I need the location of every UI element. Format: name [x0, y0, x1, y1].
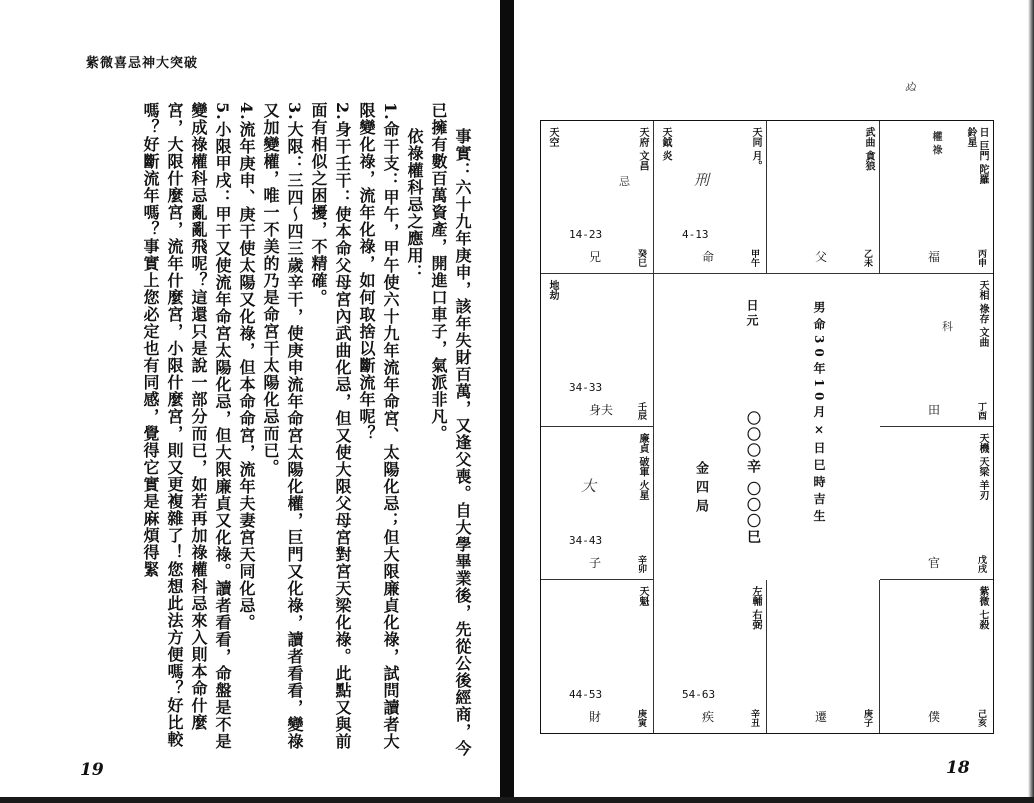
palace-name: 身夫: [589, 403, 614, 417]
page-bottom-shadow: [0, 797, 1034, 803]
palace-minor-stars: 地劫: [547, 280, 558, 300]
body-text: [86, 102, 474, 762]
palace-stem-branch: 壬辰: [636, 402, 646, 420]
paragraph: 1.命干支：甲午，甲午使六十九年流年命宮、太陽化忌；但大限廉貞化祿，試問讀者大限變化祿，流年化祿，如何取捨以斷流年呢？: [357, 102, 400, 750]
palace-age-range: 4-13: [682, 228, 709, 241]
palace-cell-si: [541, 121, 654, 274]
palace-mark: 刑: [694, 171, 710, 189]
palace-cell-you: [880, 274, 993, 427]
palace-stem-branch: 辛卯: [636, 555, 646, 573]
running-head: 紫微喜忌神大突破: [86, 56, 199, 71]
palace-name: 命: [702, 250, 715, 264]
palace-name: 田: [928, 403, 941, 417]
palace-age-range: 54-63: [682, 688, 716, 701]
palace-stars: 廉貞 破軍 火星: [637, 433, 648, 500]
page-number: 19: [80, 760, 104, 780]
palace-age-range: 34-33: [569, 381, 603, 394]
palace-age-range: 44-53: [569, 688, 603, 701]
left-page: [0, 0, 500, 803]
palace-cell-xu: [880, 427, 993, 580]
palace-minor-stars: 天鉞 炎: [660, 127, 671, 161]
palace-mark: 權 祿: [930, 131, 941, 155]
palace-cell-wu: [654, 121, 767, 274]
birth-info: 男命30年10月×日巳時吉生: [812, 301, 826, 527]
palace-name: 僕: [928, 710, 941, 724]
palace-name: 疾: [702, 710, 715, 724]
palace-stars: 左輔 右弼: [750, 586, 761, 630]
palace-minor-stars: 天空: [547, 127, 558, 147]
palace-name: 財: [589, 710, 602, 724]
palace-stars: 天魁: [637, 586, 648, 606]
palace-mark: 忌: [619, 175, 630, 188]
palace-age-range: 34-43: [569, 534, 603, 547]
palace-stem-branch: 戊戌: [976, 555, 986, 573]
handwritten-note: ぬ: [904, 80, 917, 94]
palace-stem-branch: 癸巳: [636, 249, 646, 267]
palace-cell-chou: [654, 580, 767, 733]
palace-stem-branch: 丙申: [976, 249, 986, 267]
palace-stars: 紫微 七殺: [977, 586, 988, 630]
palace-stem-branch: 庚子: [862, 709, 872, 727]
four-pillars: 〇〇〇辛 〇〇〇巳: [745, 411, 761, 546]
page-number: 18: [946, 758, 970, 778]
palace-stem-branch: 辛丑: [749, 709, 759, 727]
palace-stars: 天府 文昌: [637, 127, 648, 171]
day-master-label: 日元: [745, 299, 759, 329]
paragraph: 事實：六十九年庚申，該年失財百萬，又逢父喪。自大學畢業後，先從公後經商，今已擁有數百萬資產，開進口車子，氣派非凡。: [429, 102, 472, 757]
palace-stem-branch: 己亥: [976, 709, 986, 727]
palace-cell-shen: [880, 121, 993, 274]
paragraph: 依祿權科忌之應用：: [405, 127, 424, 281]
palace-stars: 武曲 貪狼: [863, 127, 874, 171]
paragraph: 2.身干壬干：使本命父母宮內武曲化忌，但又使大限父母宮對宮天梁化祿。此點又與前面有相似之困擾，不精確。: [309, 102, 352, 750]
palace-stem-branch: 庚寅: [636, 709, 646, 727]
palace-stem-branch: 甲午: [749, 249, 759, 267]
paragraph: 3.大限：三四～四三歲辛干，使庚申流年命宮太陽化權，巨門又化祿，讀者看看，變祿又加變權，唯一不美的乃是命宮干太陽化忌而已。: [261, 102, 304, 750]
palace-cell-yin: [541, 580, 654, 733]
palace-name: 遷: [815, 710, 828, 724]
palace-name: 福: [928, 250, 941, 264]
ziwei-chart: [540, 120, 994, 734]
palace-name: 子: [589, 556, 602, 570]
palace-cell-chen: [541, 274, 654, 427]
palace-name: 兄: [589, 250, 602, 264]
palace-name: 父: [815, 250, 828, 264]
palace-mark: 科: [942, 320, 953, 333]
palace-stem-branch: 丁酉: [976, 402, 986, 420]
palace-cell-wei: [767, 121, 880, 274]
page-edge-shadow: [1028, 0, 1034, 803]
palace-name: 官: [928, 556, 941, 570]
palace-age-range: 14-23: [569, 228, 603, 241]
palace-stars: 日 巨門 陀羅 鈴星: [965, 127, 988, 184]
palace-stem-branch: 乙未: [862, 249, 872, 267]
palace-cell-hai: [880, 580, 993, 733]
five-element-bureau: 金四局: [693, 461, 708, 518]
palace-cell-mao: [541, 427, 654, 580]
binding-gutter: [500, 0, 514, 803]
palace-cell-zi: [767, 580, 880, 733]
paragraph: 4.流年庚申、庚干使太陽又化祿，但本命命宮，流年夫妻宮天同化忌。: [237, 102, 256, 631]
palace-stars: 天機 天梁 羊刃: [977, 433, 988, 500]
paragraph: 5.小限甲戌：甲干又使流年命宮太陽化忌，但大限廉貞又化祿。讀者看看，命盤是不是變成祿權科忌亂亂飛呢？這還只是說一部分而已，如若再加祿權科忌來入則本命什麼宮，大限什麼宮，流年什麼宮，小限什麼宮，則又更複雜了！您想此法方便嗎？好比較嗎？好斷流年嗎？事實上您必定也有同感，覺得它實是麻煩得緊: [141, 102, 232, 750]
palace-mark: 大: [581, 477, 597, 495]
palace-stars: 天相 祿存 文曲: [977, 280, 988, 347]
right-page: [514, 0, 1034, 803]
palace-stars: 天同 月。: [750, 127, 761, 171]
